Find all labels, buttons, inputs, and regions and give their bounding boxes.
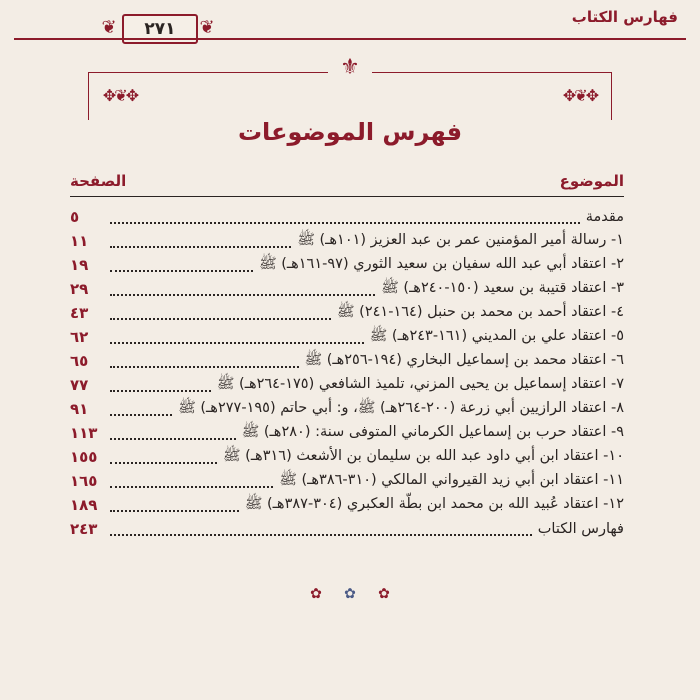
toc-entry[interactable]	[70, 349, 624, 373]
dot-leader	[110, 330, 364, 344]
dot-leader	[110, 498, 239, 512]
closing-ornaments	[0, 586, 700, 602]
toc-entry[interactable]	[70, 373, 624, 397]
toc-entry-title: ١١- اعتقاد ابن أبي زيد القيرواني المالكي (٣١٠-٣٨٦هـ) ﷺ	[279, 471, 624, 488]
dot-leader	[110, 258, 253, 272]
corner-ornament-right-icon: ✥❦✥	[562, 86, 598, 105]
toc-entry-title: مقدمة	[585, 209, 624, 225]
toc-entry-title: ٧- اعتقاد إسماعيل بن يحيى المزني، تلميذ الشافعي (١٧٥-٢٦٤هـ) ﷺ	[216, 375, 624, 392]
toc-entry-page: ٦٢	[70, 328, 89, 346]
toc-entry-title: ٨- اعتقاد الرازيين أبي زرعة (٢٠٠-٢٦٤هـ) ﷺ، و: أبي حاتم (١٩٥-٢٧٧هـ) ﷺ	[178, 399, 624, 416]
toc-entry-page: ٩١	[70, 400, 89, 418]
rosette-red-icon: ✿	[378, 586, 390, 602]
dot-leader	[110, 282, 375, 296]
toc-entry-title: ١٢- اعتقاد عُبيد الله بن محمد ابن بطّة العكبري (٣٠٤-٣٨٧هـ) ﷺ	[244, 495, 624, 512]
dot-leader	[110, 354, 299, 368]
toc-entry-page: ١٦٥	[70, 472, 98, 490]
dot-leader	[110, 474, 273, 488]
rosette-blue-icon: ✿	[344, 586, 356, 602]
toc-entry[interactable]	[70, 517, 624, 541]
toc-entry-title: فهارس الكتاب	[537, 521, 624, 537]
corner-ornament-left-icon: ✥❦✥	[102, 86, 138, 105]
toc-entry-title: ٢- اعتقاد أبي عبد الله سفيان بن سعيد الثوري (٩٧-١٦١هـ) ﷺ	[259, 255, 624, 272]
toc-entry[interactable]	[70, 445, 624, 469]
toc-list	[70, 205, 624, 541]
running-header-title: فهارس الكتاب	[571, 8, 678, 26]
toc-entry-title: ٦- اعتقاد محمد بن إسماعيل البخاري (١٩٤-٢٥٦هـ) ﷺ	[304, 351, 624, 368]
toc-entry[interactable]	[70, 493, 624, 517]
dot-leader	[110, 522, 532, 536]
toc-entry-page: ١١٣	[70, 424, 98, 442]
toc-entry-title: ٤- اعتقاد أحمد بن محمد بن حنبل (١٦٤-٢٤١) ﷺ	[337, 303, 624, 320]
toc-entry[interactable]	[70, 397, 624, 421]
page-title: فهرس الموضوعات	[237, 118, 463, 146]
dot-leader	[110, 234, 291, 248]
column-header-divider	[70, 196, 624, 197]
toc-entry-title: ٣- اعتقاد قتيبة بن سعيد (١٥٠-٢٤٠هـ) ﷺ	[381, 279, 624, 296]
toc-entry-title: ٩- اعتقاد حرب بن إسماعيل الكرماني المتوفى سنة: (٢٨٠هـ) ﷺ	[241, 423, 624, 440]
toc-entry-page: ١٥٥	[70, 448, 98, 466]
toc-entry-page: ٢٤٣	[70, 520, 98, 538]
dot-leader	[110, 210, 580, 224]
column-headers	[70, 172, 624, 192]
dot-leader	[110, 426, 236, 440]
toc-entry-title: ١٠- اعتقاد ابن أبي داود عبد الله بن سليمان بن الأشعث (٣١٦هـ) ﷺ	[223, 447, 624, 464]
toc-entry-title: ٥- اعتقاد علي بن المديني (١٦١-٢٤٣هـ) ﷺ	[369, 327, 624, 344]
rosette-red-icon: ✿	[310, 586, 322, 602]
toc-entry[interactable]	[70, 253, 624, 277]
toc-entry[interactable]	[70, 325, 624, 349]
page-column-header: الصفحة	[70, 172, 127, 190]
dot-leader	[110, 402, 172, 416]
toc-entry[interactable]	[70, 205, 624, 229]
dot-leader	[110, 306, 331, 320]
frame-right-rule	[611, 72, 612, 120]
toc-entry-page: ٧٧	[70, 376, 89, 394]
frame-left-rule	[88, 72, 89, 120]
toc-entry[interactable]	[70, 469, 624, 493]
ornament-left-icon: ❦	[101, 16, 117, 38]
toc-entry-page: ١٩	[70, 256, 89, 274]
toc-entry[interactable]	[70, 301, 624, 325]
ornament-right-icon: ❦	[199, 16, 215, 38]
toc-entry[interactable]	[70, 229, 624, 253]
toc-entry-page: ١٨٩	[70, 496, 98, 514]
toc-entry-title: ١- رسالة أمير المؤمنين عمر بن عبد العزيز (١٠١هـ) ﷺ	[297, 231, 624, 248]
dot-leader	[110, 378, 211, 392]
toc-entry-page: ٦٥	[70, 352, 89, 370]
toc-entry-page: ٤٣	[70, 304, 89, 322]
header-divider	[14, 38, 686, 40]
crown-ornament-icon: ⚜	[328, 54, 372, 82]
toc-entry-page: ٥	[70, 208, 80, 226]
page-number: ٢٧١	[144, 19, 176, 39]
dot-leader	[110, 450, 217, 464]
toc-entry[interactable]	[70, 421, 624, 445]
toc-entry-page: ٢٩	[70, 280, 89, 298]
topic-column-header: الموضوع	[559, 172, 624, 190]
toc-entry[interactable]	[70, 277, 624, 301]
toc-entry-page: ١١	[70, 232, 89, 250]
